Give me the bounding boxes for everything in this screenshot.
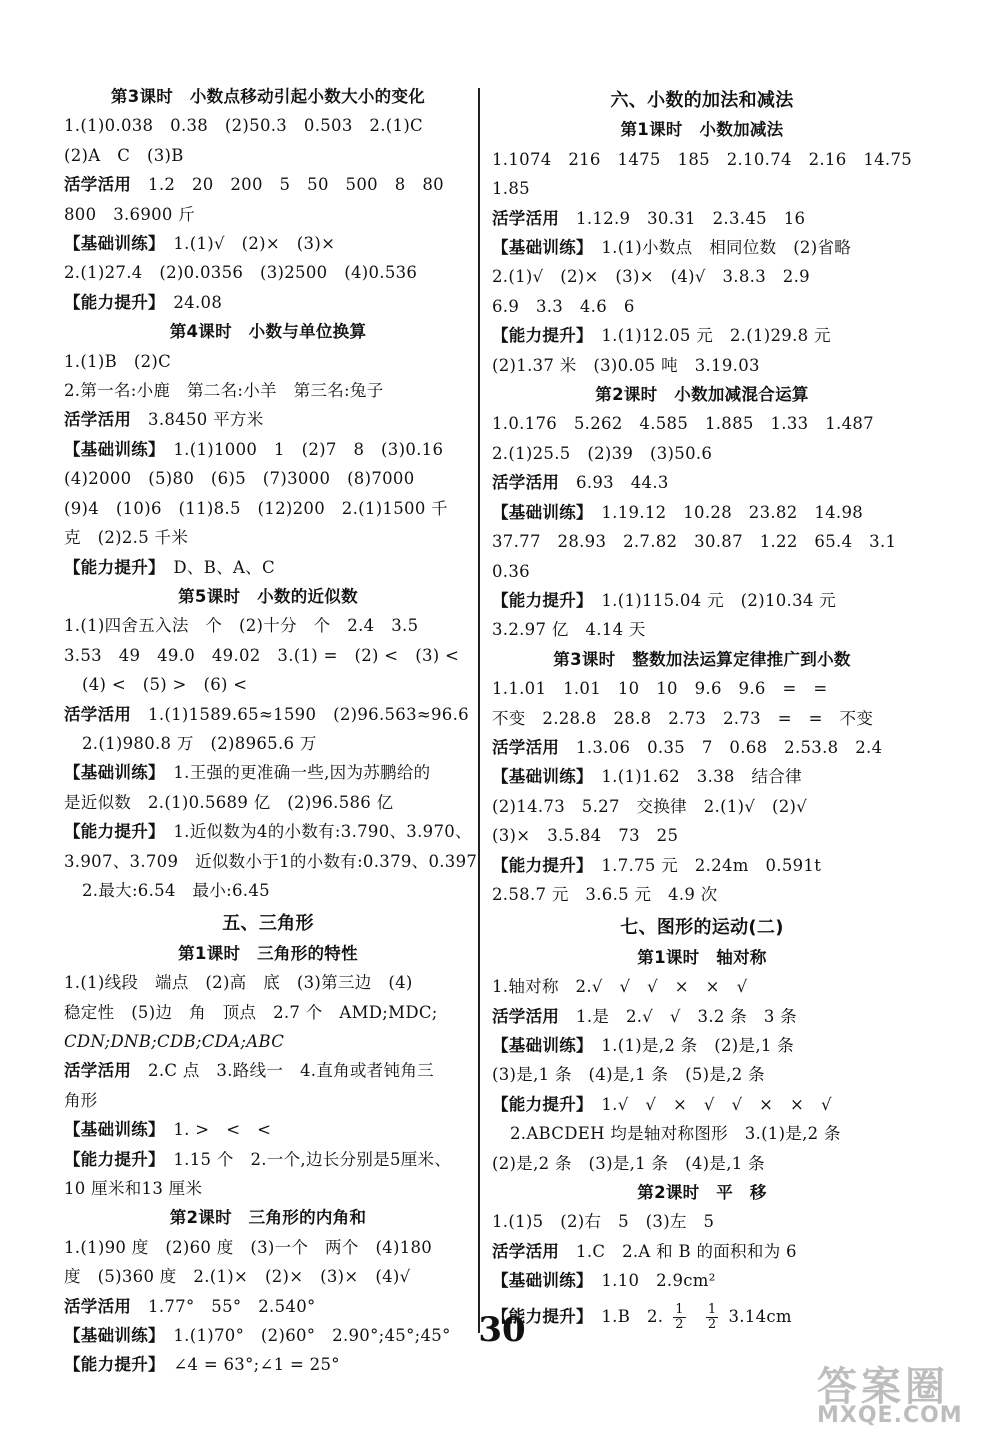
label-apply: 活学活用 bbox=[492, 208, 560, 228]
answer-line bbox=[492, 204, 912, 233]
label-apply: 活学活用 bbox=[492, 1006, 560, 1026]
label-basic: 【基础训练】 bbox=[64, 439, 157, 459]
section-title: 第3课时 小数点移动引起小数大小的变化 bbox=[110, 87, 426, 106]
answer-line: 3.2.97 亿 4.14 天 bbox=[492, 620, 646, 640]
answer-line: 1.(1)线段 端点 (2)高 底 (3)第三边 (4) bbox=[64, 973, 413, 993]
answer-line: (2)14.73 5.27 交换律 2.(1)√ (2)√ bbox=[492, 796, 808, 816]
answer-text: 1.19.12 10.28 23.82 14.98 bbox=[601, 502, 864, 522]
answer-line bbox=[64, 170, 472, 199]
answer-line: 2.第一名:小鹿 第二名:小羊 第三名:兔子 bbox=[64, 381, 384, 401]
answer-line: 2.最大:6.54 最小:6.45 bbox=[82, 880, 270, 900]
answer-line bbox=[492, 1031, 912, 1060]
answer-line: 度 (5)360 度 2.(1)× (2)× (3)× (4)√ bbox=[64, 1267, 411, 1287]
fraction-denominator: 2 bbox=[707, 1316, 717, 1332]
answer-text: 24.08 bbox=[173, 292, 223, 312]
answer-line bbox=[64, 229, 472, 258]
column-divider bbox=[478, 88, 480, 1333]
answer-line: (9)4 (10)6 (11)8.5 (12)200 2.(1)1500 千 bbox=[64, 498, 448, 518]
answer-text: 1.2 20 200 5 50 500 8 80 bbox=[148, 175, 444, 195]
answer-line: 1.(1)四舍五入法 个 (2)十分 个 2.4 3.5 bbox=[64, 616, 419, 636]
page-number: 30 bbox=[478, 1310, 526, 1350]
section-title: 第1课时 三角形的特性 bbox=[178, 943, 358, 963]
answer-line bbox=[492, 498, 912, 527]
answer-line bbox=[64, 1321, 472, 1350]
section-title: 第2课时 平 移 bbox=[637, 1183, 767, 1203]
fraction-denominator: 2 bbox=[675, 1316, 684, 1332]
label-ability: 【能力提升】 bbox=[64, 1149, 157, 1169]
answer-text: 1.是 2.√ √ 3.2 条 3 条 bbox=[576, 1006, 797, 1026]
answer-text: 1.√ √ × √ √ × × √ bbox=[601, 1094, 832, 1114]
section-title: 第3课时 整数加法运算定律推广到小数 bbox=[553, 649, 851, 669]
fraction bbox=[706, 1303, 719, 1332]
answer-line bbox=[492, 586, 912, 615]
fraction bbox=[673, 1303, 686, 1332]
answer-text: 1.王强的更准确一些,因为苏鹏给的 bbox=[173, 763, 431, 783]
answer-line: 2.(1)25.5 (2)39 (3)50.6 bbox=[492, 443, 713, 463]
answer-line: 800 3.6900 斤 bbox=[64, 204, 196, 224]
answer-line bbox=[492, 468, 912, 497]
section-title: 第2课时 小数加减混合运算 bbox=[595, 385, 809, 405]
answer-line: 1.(1)5 (2)右 5 (3)左 5 bbox=[492, 1212, 715, 1232]
answer-line: 1.1.01 1.01 10 10 9.6 9.6 = = bbox=[492, 679, 828, 699]
answer-line bbox=[64, 758, 472, 787]
answer-text: 1.(1)√ (2)× (3)× bbox=[173, 234, 336, 254]
answer-text: 6.93 44.3 bbox=[576, 473, 669, 493]
answer-line bbox=[64, 1292, 472, 1321]
answer-line: 2.58.7 元 3.6.5 元 4.9 次 bbox=[492, 884, 718, 904]
answer-line: (3)是,1 条 (4)是,1 条 (5)是,2 条 bbox=[492, 1065, 765, 1085]
answer-line: 2.(1)√ (2)× (3)× (4)√ 3.8.3 2.9 bbox=[492, 267, 810, 287]
answer-text: 1.(1)1589.65≈1590 (2)96.563≈96.6 bbox=[148, 704, 469, 724]
answer-line bbox=[64, 700, 472, 729]
answer-line: 1.85 bbox=[492, 179, 530, 199]
label-apply: 活学活用 bbox=[492, 737, 560, 757]
label-ability: 【能力提升】 bbox=[492, 1306, 585, 1326]
answer-line: (2)A C (3)B bbox=[64, 145, 184, 165]
answer-line bbox=[64, 1350, 472, 1379]
answer-line: 3.53 49 49.0 49.02 3.(1) = (2) < (3) < bbox=[64, 645, 460, 665]
label-apply: 活学活用 bbox=[64, 1061, 132, 1081]
answer-text: 1.C 2.A 和 B 的面积和为 6 bbox=[576, 1241, 797, 1261]
answer-line: 37.77 28.93 2.7.82 30.87 1.22 65.4 3.1 bbox=[492, 532, 897, 552]
label-ability: 【能力提升】 bbox=[64, 1355, 157, 1375]
section-title: 第1课时 轴对称 bbox=[637, 947, 767, 967]
label-ability: 【能力提升】 bbox=[492, 590, 585, 610]
answer-text: 1. > < < bbox=[173, 1120, 272, 1140]
chapter-title: 七、图形的运动(二) bbox=[620, 917, 784, 939]
answer-text: 3.14cm bbox=[728, 1306, 792, 1326]
answer-text: 1.(1)70° (2)60° 2.90°;45°;45° bbox=[173, 1326, 451, 1346]
answer-line bbox=[492, 762, 912, 791]
answer-text: 1.(1)12.05 元 2.(1)29.8 元 bbox=[601, 326, 831, 346]
label-apply: 活学活用 bbox=[64, 410, 132, 430]
answer-line: 1.轴对称 2.√ √ √ × × √ bbox=[492, 977, 748, 997]
label-ability: 【能力提升】 bbox=[64, 557, 157, 577]
answer-line: (4)2000 (5)80 (6)5 (7)3000 (8)7000 bbox=[64, 469, 415, 489]
label-basic: 【基础训练】 bbox=[64, 1120, 157, 1140]
answer-line bbox=[64, 1115, 472, 1144]
chapter-title: 五、三角形 bbox=[222, 913, 314, 935]
answer-line: 2.(1)980.8 万 (2)8965.6 万 bbox=[82, 733, 317, 753]
label-apply: 活学活用 bbox=[492, 1241, 560, 1261]
section-title: 第2课时 三角形的内角和 bbox=[169, 1208, 367, 1228]
fraction-numerator: 1 bbox=[675, 1301, 684, 1317]
fraction-numerator: 1 bbox=[707, 1301, 717, 1317]
answer-line: 10 厘米和13 厘米 bbox=[64, 1179, 203, 1199]
answer-line: 克 (2)2.5 千米 bbox=[64, 528, 189, 548]
answer-text: 1.B 2. bbox=[601, 1306, 664, 1326]
label-basic: 【基础训练】 bbox=[492, 1036, 585, 1055]
answer-line: 2.ABCDEH 均是轴对称图形 3.(1)是,2 条 bbox=[510, 1124, 841, 1144]
answer-text: 1.77° 55° 2.540° bbox=[148, 1296, 316, 1316]
label-basic: 【基础训练】 bbox=[64, 763, 157, 783]
label-basic: 【基础训练】 bbox=[492, 502, 585, 522]
label-basic: 【基础训练】 bbox=[492, 767, 585, 787]
answer-line: 1.(1)90 度 (2)60 度 (3)一个 两个 (4)180 bbox=[64, 1237, 433, 1257]
answer-line: 2.(1)27.4 (2)0.0356 (3)2500 (4)0.536 bbox=[64, 263, 418, 283]
answer-line: (2)1.37 米 (3)0.05 吨 3.19.03 bbox=[492, 355, 760, 375]
answer-text: 2.C 点 3.路线一 4.直角或者钝角三 bbox=[148, 1061, 434, 1081]
label-basic: 【基础训练】 bbox=[64, 234, 157, 254]
answer-line bbox=[492, 1237, 912, 1266]
answer-line: 是近似数 2.(1)0.5689 亿 (2)96.586 亿 bbox=[64, 792, 394, 812]
label-apply: 活学活用 bbox=[492, 473, 560, 493]
answer-line: 1.(1)0.038 0.38 (2)50.3 0.503 2.(1)C bbox=[64, 116, 423, 136]
answer-text: 1.近似数为4的小数有:3.790、3.970、 bbox=[173, 822, 472, 842]
label-ability: 【能力提升】 bbox=[64, 292, 157, 312]
right-column bbox=[492, 82, 912, 1332]
answer-line bbox=[492, 733, 912, 762]
answer-line: 稳定性 (5)边 角 顶点 2.7 个 AMD;MDC; bbox=[64, 1002, 438, 1022]
label-ability: 【能力提升】 bbox=[492, 855, 585, 875]
label-apply: 活学活用 bbox=[64, 1296, 132, 1316]
label-basic: 【基础训练】 bbox=[492, 1271, 585, 1291]
answer-text: 3.8450 平方米 bbox=[148, 410, 264, 430]
answer-line bbox=[64, 1056, 472, 1085]
answer-line bbox=[492, 321, 912, 350]
answer-text: 1.(1)1.62 3.38 结合律 bbox=[601, 767, 802, 787]
answer-line bbox=[64, 817, 472, 846]
answer-line bbox=[492, 1090, 912, 1119]
label-ability: 【能力提升】 bbox=[492, 326, 585, 346]
answer-text: 1.(1)1000 1 (2)7 8 (3)0.16 bbox=[173, 439, 444, 459]
answer-text: 1.3.06 0.35 7 0.68 2.53.8 2.4 bbox=[576, 737, 883, 757]
answer-text: 1.(1)是,2 条 (2)是,1 条 bbox=[601, 1036, 795, 1055]
answer-line: 1.(1)B (2)C bbox=[64, 351, 172, 371]
answer-line bbox=[492, 1002, 912, 1031]
answer-line: 不变 2.28.8 28.8 2.73 2.73 = = 不变 bbox=[492, 708, 874, 728]
answer-line: 6.9 3.3 4.6 6 bbox=[492, 296, 635, 316]
label-basic: 【基础训练】 bbox=[64, 1326, 157, 1346]
answer-line: (2)是,2 条 (3)是,1 条 (4)是,1 条 bbox=[492, 1153, 765, 1173]
answer-text: 1.15 个 2.一个,边长分别是5厘米、 bbox=[173, 1149, 452, 1169]
answer-text: 1.7.75 元 2.24m 0.591t bbox=[601, 855, 822, 875]
answer-line bbox=[492, 851, 912, 880]
answer-line bbox=[64, 435, 472, 464]
section-title: 第4课时 小数与单位换算 bbox=[169, 322, 367, 342]
answer-line: 0.36 bbox=[492, 561, 530, 581]
watermark-logo: 答案圈 bbox=[817, 1364, 949, 1410]
answer-line bbox=[492, 1266, 912, 1295]
answer-text: 1.(1)小数点 相同位数 (2)省略 bbox=[601, 238, 852, 258]
answer-line: 1.0.176 5.262 4.585 1.885 1.33 1.487 bbox=[492, 414, 874, 434]
answer-line bbox=[492, 233, 912, 262]
answer-line: (4) < (5) > (6) < bbox=[82, 675, 248, 695]
answer-line bbox=[64, 1145, 472, 1174]
answer-line bbox=[492, 1302, 912, 1332]
label-ability: 【能力提升】 bbox=[492, 1094, 585, 1114]
chapter-title: 六、小数的加法和减法 bbox=[610, 90, 794, 111]
section-title: 第1课时 小数加减法 bbox=[620, 120, 784, 140]
watermark-url: MXQE.COM bbox=[817, 1403, 963, 1428]
answer-line: (3)× 3.5.84 73 25 bbox=[492, 826, 679, 846]
left-column bbox=[64, 82, 478, 1380]
answer-line bbox=[64, 405, 472, 434]
answer-line: 3.907、3.709 近似数小于1的小数有:0.379、0.397 bbox=[64, 851, 478, 871]
answer-text: 1.10 2.9cm² bbox=[601, 1271, 716, 1291]
section-title: 第5课时 小数的近似数 bbox=[178, 586, 358, 606]
answer-text: D、B、A、C bbox=[173, 557, 275, 577]
watermark bbox=[795, 1355, 995, 1431]
label-ability: 【能力提升】 bbox=[64, 822, 157, 842]
answer-line: 角形 bbox=[64, 1090, 98, 1110]
answer-text: ∠4 = 63°;∠1 = 25° bbox=[173, 1355, 340, 1375]
answer-line bbox=[64, 288, 472, 317]
answer-text: 1.(1)115.04 元 (2)10.34 元 bbox=[601, 590, 837, 610]
label-apply: 活学活用 bbox=[64, 175, 132, 195]
answer-line: 1.1074 216 1475 185 2.10.74 2.16 14.75 bbox=[492, 149, 913, 169]
label-basic: 【基础训练】 bbox=[492, 238, 585, 258]
answer-line: CDN;DNB;CDB;CDA;ABC bbox=[64, 1032, 285, 1051]
answer-text: 1.12.9 30.31 2.3.45 16 bbox=[576, 208, 806, 228]
answer-line bbox=[64, 553, 472, 582]
label-apply: 活学活用 bbox=[64, 704, 132, 724]
